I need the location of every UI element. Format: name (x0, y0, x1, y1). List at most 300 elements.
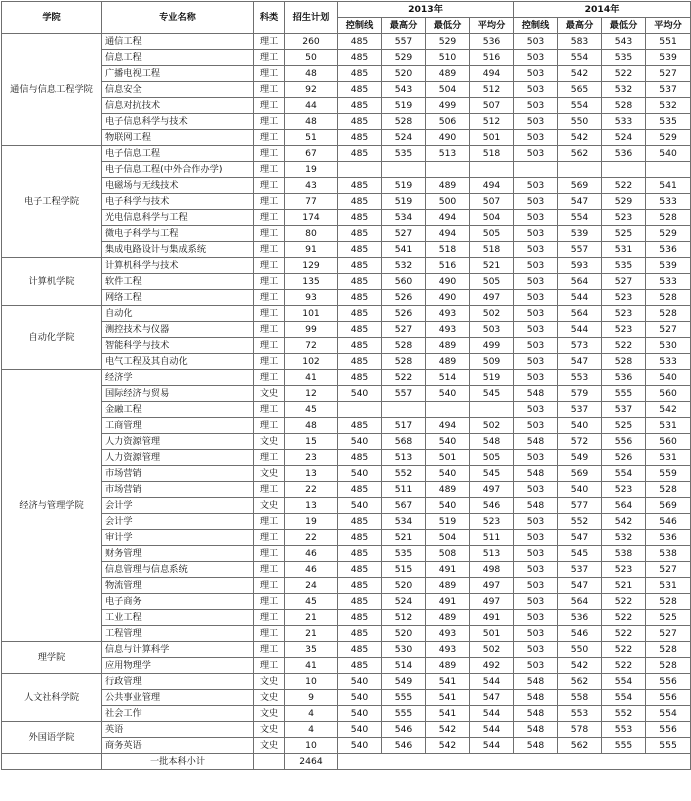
2014-max-cell: 553 (558, 370, 602, 386)
2013-control-cell: 540 (338, 466, 382, 482)
2013-min-cell: 489 (426, 354, 470, 370)
plan-cell: 129 (285, 258, 338, 274)
table-row (2, 82, 691, 98)
footer-label: 一批本科小计 (102, 754, 254, 770)
2014-max-cell: 549 (558, 450, 602, 466)
2014-control-cell (514, 162, 558, 178)
2014-min-cell: 528 (602, 354, 646, 370)
2013-min-cell: 540 (426, 434, 470, 450)
plan-cell: 93 (285, 290, 338, 306)
2014-max-cell: 554 (558, 210, 602, 226)
type-cell: 理工 (254, 242, 285, 258)
2014-control-cell: 503 (514, 338, 558, 354)
type-cell: 理工 (254, 82, 285, 98)
2014-avg-cell: 532 (646, 98, 691, 114)
table-row (2, 274, 691, 290)
major-cell: 人力资源管理 (102, 434, 254, 450)
2014-max-cell: 562 (558, 674, 602, 690)
2014-avg-cell: 542 (646, 402, 691, 418)
type-cell: 文史 (254, 498, 285, 514)
2013-max-cell: 524 (382, 594, 426, 610)
2013-max-cell: 522 (382, 370, 426, 386)
2013-max-cell (382, 162, 426, 178)
2013-max-cell: 552 (382, 466, 426, 482)
plan-cell: 24 (285, 578, 338, 594)
2013-min-cell: 490 (426, 130, 470, 146)
2013-avg-cell: 497 (470, 578, 514, 594)
2013-min-cell: 518 (426, 242, 470, 258)
2013-avg-cell: 518 (470, 146, 514, 162)
2014-min-cell: 523 (602, 210, 646, 226)
major-cell: 电子商务 (102, 594, 254, 610)
2014-max-cell: 544 (558, 290, 602, 306)
type-cell: 理工 (254, 130, 285, 146)
2014-max-cell: 562 (558, 146, 602, 162)
2013-max-cell: 512 (382, 610, 426, 626)
2014-control-cell: 503 (514, 82, 558, 98)
2013-avg-cell: 519 (470, 370, 514, 386)
2013-min-cell: 494 (426, 418, 470, 434)
2014-min-cell: 521 (602, 578, 646, 594)
type-cell: 文史 (254, 706, 285, 722)
2013-min-cell: 542 (426, 722, 470, 738)
major-cell: 信息与计算科学 (102, 642, 254, 658)
type-cell: 理工 (254, 578, 285, 594)
2013-min-cell: 506 (426, 114, 470, 130)
2014-avg-cell: 533 (646, 274, 691, 290)
plan-cell: 13 (285, 498, 338, 514)
major-cell: 集成电路设计与集成系统 (102, 242, 254, 258)
2013-control-cell: 485 (338, 114, 382, 130)
table-row (2, 626, 691, 642)
2013-min-cell: 516 (426, 258, 470, 274)
2014-avg-cell: 546 (646, 514, 691, 530)
2013-max-cell: 546 (382, 722, 426, 738)
2013-max-cell: 532 (382, 258, 426, 274)
2013-control-cell: 540 (338, 434, 382, 450)
2013-max-cell: 555 (382, 706, 426, 722)
2013-min-cell: 493 (426, 642, 470, 658)
2014-min-cell: 543 (602, 34, 646, 50)
2014-control-cell: 503 (514, 66, 558, 82)
2013-max-cell: 528 (382, 114, 426, 130)
2013-avg-cell: 546 (470, 498, 514, 514)
2013-avg-cell: 497 (470, 594, 514, 610)
header-2014-max: 最高分 (558, 18, 602, 34)
header-row-1 (2, 2, 691, 18)
2014-min-cell: 527 (602, 274, 646, 290)
major-cell: 电子信息工程(中外合作办学) (102, 162, 254, 178)
2013-min-cell: 513 (426, 146, 470, 162)
2013-avg-cell: 502 (470, 306, 514, 322)
2013-max-cell: 513 (382, 450, 426, 466)
2013-avg-cell: 544 (470, 738, 514, 754)
2014-max-cell: 577 (558, 498, 602, 514)
2014-min-cell: 554 (602, 690, 646, 706)
major-cell: 财务管理 (102, 546, 254, 562)
plan-cell: 41 (285, 370, 338, 386)
2014-max-cell: 542 (558, 658, 602, 674)
major-cell: 工商管理 (102, 418, 254, 434)
2013-avg-cell: 545 (470, 386, 514, 402)
type-cell: 理工 (254, 402, 285, 418)
major-cell: 应用物理学 (102, 658, 254, 674)
2014-control-cell: 548 (514, 722, 558, 738)
major-cell: 金融工程 (102, 402, 254, 418)
2013-control-cell: 485 (338, 66, 382, 82)
2013-avg-cell: 501 (470, 130, 514, 146)
type-cell: 理工 (254, 450, 285, 466)
type-cell: 理工 (254, 546, 285, 562)
major-cell: 市场营销 (102, 482, 254, 498)
header-2013-control: 控制线 (338, 18, 382, 34)
2014-min-cell: 529 (602, 194, 646, 210)
header-year-2014: 2014年 (514, 2, 691, 18)
2013-avg-cell: 502 (470, 642, 514, 658)
2014-min-cell: 522 (602, 594, 646, 610)
2014-control-cell: 503 (514, 50, 558, 66)
table-row (2, 178, 691, 194)
2013-control-cell: 485 (338, 514, 382, 530)
table-row (2, 466, 691, 482)
table-row (2, 578, 691, 594)
2013-control-cell: 485 (338, 178, 382, 194)
major-cell: 信息安全 (102, 82, 254, 98)
2013-avg-cell: 547 (470, 690, 514, 706)
2014-max-cell: 569 (558, 466, 602, 482)
2014-max-cell: 554 (558, 50, 602, 66)
plan-cell: 23 (285, 450, 338, 466)
2013-min-cell: 510 (426, 50, 470, 66)
2013-avg-cell: 509 (470, 354, 514, 370)
header-2014-avg: 平均分 (646, 18, 691, 34)
2014-avg-cell: 528 (646, 594, 691, 610)
major-cell: 自动化 (102, 306, 254, 322)
plan-cell: 48 (285, 114, 338, 130)
2013-control-cell: 485 (338, 226, 382, 242)
header-2013-max: 最高分 (382, 18, 426, 34)
2014-avg-cell: 533 (646, 354, 691, 370)
2014-control-cell: 503 (514, 178, 558, 194)
plan-cell: 35 (285, 642, 338, 658)
2013-max-cell: 568 (382, 434, 426, 450)
2014-control-cell: 503 (514, 290, 558, 306)
2013-max-cell: 549 (382, 674, 426, 690)
2014-max-cell: 547 (558, 530, 602, 546)
2014-max-cell: 539 (558, 226, 602, 242)
2013-max-cell: 567 (382, 498, 426, 514)
2013-avg-cell: 505 (470, 450, 514, 466)
type-cell: 理工 (254, 562, 285, 578)
2013-min-cell: 508 (426, 546, 470, 562)
table-row (2, 98, 691, 114)
table-row (2, 210, 691, 226)
table-row (2, 738, 691, 754)
2014-control-cell: 503 (514, 562, 558, 578)
2013-avg-cell: 507 (470, 98, 514, 114)
major-cell: 广播电视工程 (102, 66, 254, 82)
2014-control-cell: 548 (514, 498, 558, 514)
2014-control-cell: 503 (514, 242, 558, 258)
2014-min-cell: 531 (602, 242, 646, 258)
2013-max-cell: 557 (382, 386, 426, 402)
college-cell: 经济与管理学院 (2, 370, 102, 642)
type-cell: 理工 (254, 178, 285, 194)
table-row (2, 114, 691, 130)
header-year-2013: 2013年 (338, 2, 514, 18)
major-cell: 物联网工程 (102, 130, 254, 146)
type-cell: 理工 (254, 322, 285, 338)
2013-control-cell: 485 (338, 130, 382, 146)
2013-avg-cell (470, 402, 514, 418)
2014-avg-cell: 569 (646, 498, 691, 514)
2013-min-cell: 493 (426, 626, 470, 642)
2013-min-cell: 493 (426, 322, 470, 338)
major-cell: 行政管理 (102, 674, 254, 690)
2013-min-cell: 504 (426, 82, 470, 98)
2014-control-cell: 503 (514, 610, 558, 626)
2014-control-cell: 503 (514, 514, 558, 530)
2013-control-cell: 485 (338, 658, 382, 674)
table-row (2, 306, 691, 322)
major-cell: 信息对抗技术 (102, 98, 254, 114)
2014-control-cell: 503 (514, 418, 558, 434)
2014-control-cell: 503 (514, 274, 558, 290)
2013-avg-cell: 544 (470, 674, 514, 690)
major-cell: 软件工程 (102, 274, 254, 290)
type-cell: 理工 (254, 146, 285, 162)
2014-max-cell: 554 (558, 98, 602, 114)
table-row (2, 130, 691, 146)
2014-control-cell: 548 (514, 434, 558, 450)
2013-control-cell: 485 (338, 578, 382, 594)
2014-min-cell: 522 (602, 626, 646, 642)
2014-avg-cell: 560 (646, 434, 691, 450)
2014-min-cell: 523 (602, 562, 646, 578)
type-cell: 文史 (254, 434, 285, 450)
type-cell: 理工 (254, 290, 285, 306)
2014-min-cell: 528 (602, 98, 646, 114)
2014-control-cell: 503 (514, 306, 558, 322)
2014-avg-cell: 551 (646, 34, 691, 50)
2014-control-cell: 503 (514, 530, 558, 546)
2013-min-cell: 490 (426, 290, 470, 306)
2014-max-cell: 540 (558, 418, 602, 434)
2013-min-cell: 489 (426, 338, 470, 354)
2013-min-cell: 504 (426, 530, 470, 546)
type-cell: 理工 (254, 114, 285, 130)
plan-cell: 21 (285, 626, 338, 642)
plan-cell: 67 (285, 146, 338, 162)
table-row (2, 66, 691, 82)
2013-control-cell: 485 (338, 34, 382, 50)
2014-avg-cell: 527 (646, 66, 691, 82)
2014-avg-cell: 531 (646, 450, 691, 466)
2013-avg-cell (470, 162, 514, 178)
type-cell: 理工 (254, 370, 285, 386)
2013-min-cell: 540 (426, 466, 470, 482)
major-cell: 会计学 (102, 514, 254, 530)
table-row (2, 370, 691, 386)
major-cell: 会计学 (102, 498, 254, 514)
type-cell: 理工 (254, 210, 285, 226)
2014-min-cell: 542 (602, 514, 646, 530)
2013-control-cell: 485 (338, 258, 382, 274)
2013-control-cell: 485 (338, 626, 382, 642)
plan-cell: 19 (285, 162, 338, 178)
2014-min-cell: 532 (602, 530, 646, 546)
2014-max-cell: 564 (558, 594, 602, 610)
2014-control-cell: 503 (514, 322, 558, 338)
admission-table (1, 1, 691, 770)
major-cell: 电子科学与技术 (102, 194, 254, 210)
table-row (2, 242, 691, 258)
2014-avg-cell (646, 162, 691, 178)
2014-max-cell: 593 (558, 258, 602, 274)
type-cell: 理工 (254, 226, 285, 242)
2013-min-cell: 489 (426, 178, 470, 194)
2013-avg-cell: 492 (470, 658, 514, 674)
2013-control-cell: 485 (338, 370, 382, 386)
2014-max-cell: 542 (558, 130, 602, 146)
header-type: 科类 (254, 2, 285, 34)
college-cell: 理学院 (2, 642, 102, 674)
2013-max-cell: 557 (382, 34, 426, 50)
2013-max-cell: 535 (382, 546, 426, 562)
2014-avg-cell: 541 (646, 178, 691, 194)
table-row (2, 450, 691, 466)
plan-cell: 4 (285, 722, 338, 738)
2013-max-cell (382, 402, 426, 418)
header-major: 专业名称 (102, 2, 254, 34)
2014-avg-cell: 535 (646, 114, 691, 130)
2013-control-cell: 485 (338, 338, 382, 354)
major-cell: 智能科学与技术 (102, 338, 254, 354)
footer-total: 2464 (285, 754, 338, 770)
table-row (2, 386, 691, 402)
2014-avg-cell: 527 (646, 562, 691, 578)
2013-control-cell: 485 (338, 274, 382, 290)
2013-avg-cell: 507 (470, 194, 514, 210)
2013-min-cell: 541 (426, 690, 470, 706)
2014-max-cell: 540 (558, 482, 602, 498)
2013-control-cell: 540 (338, 674, 382, 690)
2014-max-cell (558, 162, 602, 178)
header-plan: 招生计划 (285, 2, 338, 34)
2013-control-cell: 485 (338, 322, 382, 338)
2014-min-cell: 535 (602, 258, 646, 274)
2014-max-cell: 579 (558, 386, 602, 402)
2014-avg-cell: 527 (646, 322, 691, 338)
table-row (2, 322, 691, 338)
plan-cell: 10 (285, 674, 338, 690)
2013-min-cell: 519 (426, 514, 470, 530)
type-cell: 理工 (254, 34, 285, 50)
type-cell: 文史 (254, 466, 285, 482)
2013-min-cell: 489 (426, 610, 470, 626)
major-cell: 计算机科学与技术 (102, 258, 254, 274)
2013-control-cell: 540 (338, 498, 382, 514)
plan-cell: 44 (285, 98, 338, 114)
2014-max-cell: 545 (558, 546, 602, 562)
2013-min-cell: 489 (426, 578, 470, 594)
2014-control-cell: 503 (514, 146, 558, 162)
2014-avg-cell: 555 (646, 738, 691, 754)
2013-avg-cell: 511 (470, 530, 514, 546)
2013-max-cell: 520 (382, 66, 426, 82)
table-row (2, 514, 691, 530)
header-2014-min: 最低分 (602, 18, 646, 34)
2014-max-cell: 569 (558, 178, 602, 194)
college-cell: 人文社科学院 (2, 674, 102, 722)
2014-min-cell: 554 (602, 466, 646, 482)
2014-min-cell: 533 (602, 114, 646, 130)
2014-control-cell: 548 (514, 706, 558, 722)
header-2013-min: 最低分 (426, 18, 470, 34)
type-cell: 理工 (254, 98, 285, 114)
table-row (2, 290, 691, 306)
2013-max-cell: 526 (382, 306, 426, 322)
2013-avg-cell: 497 (470, 482, 514, 498)
table-row (2, 194, 691, 210)
major-cell: 信息管理与信息系统 (102, 562, 254, 578)
2014-avg-cell: 528 (646, 482, 691, 498)
2014-control-cell: 503 (514, 354, 558, 370)
major-cell: 商务英语 (102, 738, 254, 754)
2013-max-cell: 527 (382, 322, 426, 338)
2014-control-cell: 503 (514, 114, 558, 130)
2013-max-cell: 528 (382, 338, 426, 354)
plan-cell: 19 (285, 514, 338, 530)
2014-avg-cell: 528 (646, 306, 691, 322)
2014-min-cell: 554 (602, 674, 646, 690)
2014-max-cell: 583 (558, 34, 602, 50)
2014-control-cell: 548 (514, 466, 558, 482)
2013-avg-cell: 516 (470, 50, 514, 66)
type-cell: 理工 (254, 658, 285, 674)
2013-max-cell: 519 (382, 194, 426, 210)
table-row (2, 530, 691, 546)
2014-control-cell: 503 (514, 130, 558, 146)
2014-avg-cell: 528 (646, 642, 691, 658)
type-cell: 文史 (254, 738, 285, 754)
type-cell: 理工 (254, 418, 285, 434)
footer-blank (338, 754, 691, 770)
2013-control-cell: 540 (338, 722, 382, 738)
type-cell: 理工 (254, 482, 285, 498)
plan-cell: 92 (285, 82, 338, 98)
type-cell: 理工 (254, 530, 285, 546)
2014-avg-cell: 554 (646, 706, 691, 722)
major-cell: 审计学 (102, 530, 254, 546)
table-row (2, 34, 691, 50)
2013-min-cell: 489 (426, 658, 470, 674)
2013-min-cell: 491 (426, 594, 470, 610)
major-cell: 微电子科学与工程 (102, 226, 254, 242)
2014-max-cell: 536 (558, 610, 602, 626)
2014-control-cell: 503 (514, 370, 558, 386)
plan-cell: 48 (285, 418, 338, 434)
major-cell: 社会工作 (102, 706, 254, 722)
major-cell: 市场营销 (102, 466, 254, 482)
2014-min-cell: 522 (602, 642, 646, 658)
plan-cell: 48 (285, 66, 338, 82)
2013-min-cell: 489 (426, 66, 470, 82)
2013-min-cell: 541 (426, 674, 470, 690)
plan-cell: 51 (285, 130, 338, 146)
2014-avg-cell: 528 (646, 658, 691, 674)
2014-min-cell: 535 (602, 50, 646, 66)
